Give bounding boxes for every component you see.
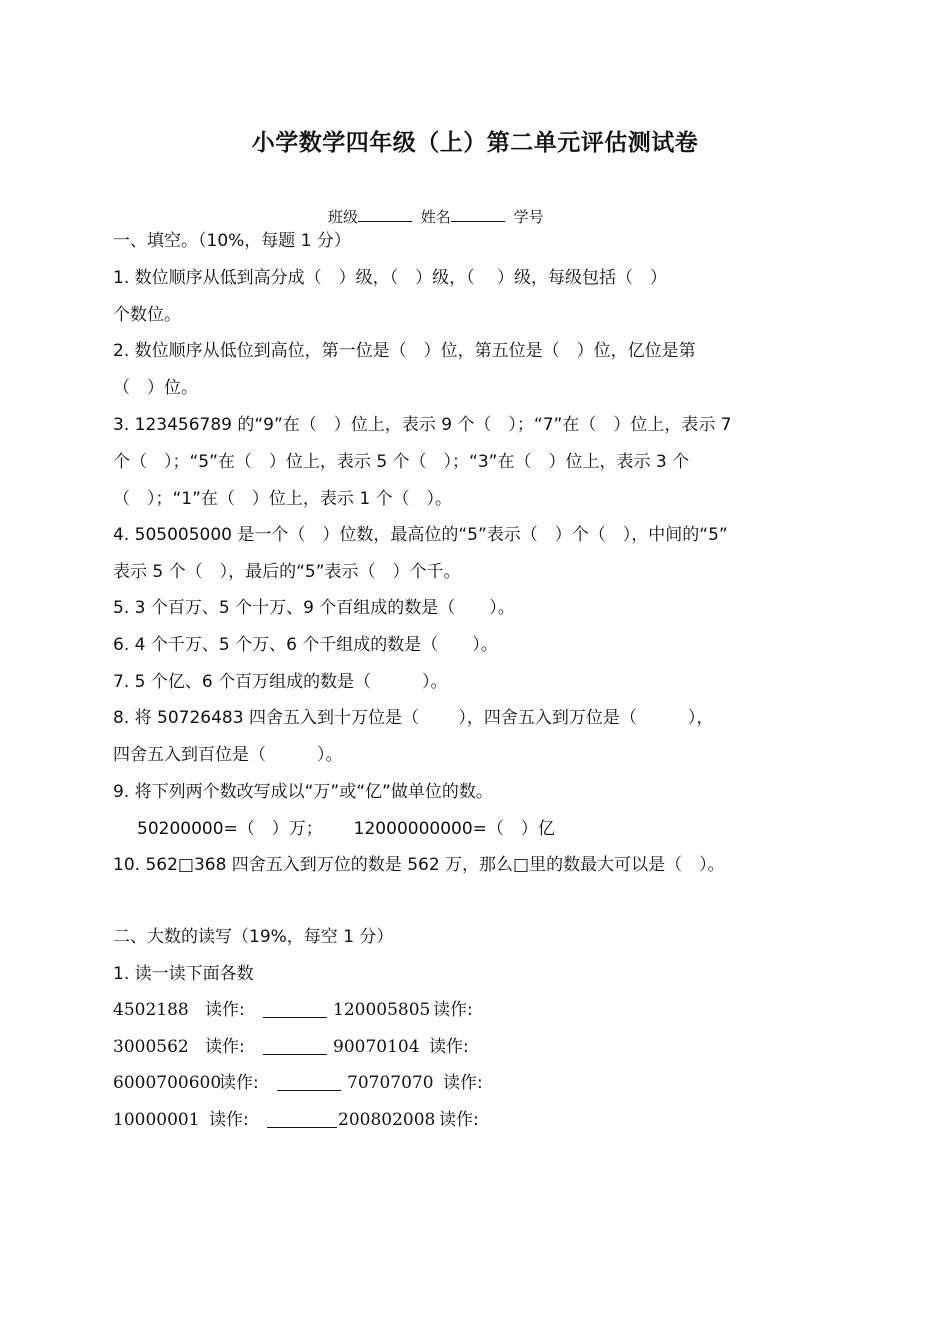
read-label: 读作: [209, 1110, 249, 1130]
read-label: 读作: [433, 1000, 473, 1020]
page-title: 小学数学四年级（上）第二单元评估测试卷 [251, 130, 699, 156]
q9-line-1: 9. 将下列两个数改写成以“万”或“亿”做单位的数。 [113, 782, 493, 802]
read-label: 读作: [429, 1037, 469, 1057]
q2-line-2: （ ）位。 [113, 378, 198, 398]
answer-blank [263, 1036, 327, 1055]
class-label: 班级 [328, 208, 359, 226]
q1-line-1: 1. 数位顺序从低到高分成（ ）级，（ ）级，（ ）级，每级包括（ ） [113, 268, 668, 288]
read-number: 200802008 [338, 1110, 436, 1130]
read-number: 70707070 [347, 1073, 434, 1093]
q8-line-1: 8. 将 50726483 四舍五入到十万位是（ ），四舍五入到万位是（ ）， [113, 708, 714, 728]
q8-line-2: 四舍五入到百位是（ ）。 [113, 745, 343, 765]
read-number: 4502188 [113, 1000, 189, 1020]
answer-blank [277, 1072, 341, 1091]
q4-line-2: 表示 5 个（ ），最后的“5”表示（ ）个千。 [113, 562, 461, 582]
q2-line-1: 2. 数位顺序从低位到高位，第一位是（ ）位，第五位是（ ）位，亿位是第 [113, 341, 696, 361]
read-number: 6000700600 [113, 1073, 222, 1093]
section1-heading: 一、填空。（10%，每题 1 分） [113, 231, 351, 251]
read-label: 读作: [443, 1073, 483, 1093]
read-label: 读作: [205, 1000, 245, 1020]
read-label: 读作: [439, 1110, 479, 1130]
q3-line-3: （ ）；“1”在（ ）位上，表示 1 个（ ）。 [113, 489, 453, 509]
name-label: 姓名 [420, 208, 451, 226]
q4-line-1: 4. 505005000 是一个（ ）位数，最高位的“5”表示（ ）个（ ），中间的“5” [113, 525, 728, 545]
read-number: 3000562 [113, 1037, 189, 1057]
q6-line: 6. 4 个千万、5 个万、6 个千组成的数是（ ）。 [113, 635, 498, 655]
q7-line: 7. 5 个亿、6 个百万组成的数是（ ）。 [113, 672, 448, 692]
q3-line-2: 个（ ）；“5”在（ ）位上，表示 5 个（ ）；“3”在（ ）位上，表示 3 个 [113, 452, 690, 472]
read-label: 读作: [219, 1073, 259, 1093]
id-label: 学号 [513, 208, 544, 226]
name-blank [451, 207, 505, 222]
q3-line-1: 3. 123456789 的“9”在（ ）位上，表示 9 个（ ）；“7”在（ ）位上，表示 7 [113, 415, 732, 435]
q10-line: 10. 562□368 四舍五入到万位的数是 562 万，那么□里的数最大可以是（ ）。 [113, 855, 725, 875]
section2-heading: 二、大数的读写（19%，每空 1 分） [113, 927, 394, 947]
class-blank [358, 207, 412, 222]
q5-line: 5. 3 个百万、5 个十万、9 个百组成的数是（ ）。 [113, 598, 515, 618]
read-number: 10000001 [113, 1110, 200, 1130]
section2-subheading: 1. 读一读下面各数 [113, 964, 254, 984]
answer-blank [267, 1109, 337, 1128]
read-label: 读作: [205, 1037, 245, 1057]
q9-line-2: 50200000=（ ）万； 12000000000=（ ）亿 [137, 819, 555, 839]
read-number: 120005805 [333, 1000, 431, 1020]
q1-line-2: 个数位。 [113, 305, 181, 325]
read-number: 90070104 [333, 1037, 420, 1057]
student-info-line [328, 206, 544, 227]
answer-blank [263, 999, 327, 1018]
